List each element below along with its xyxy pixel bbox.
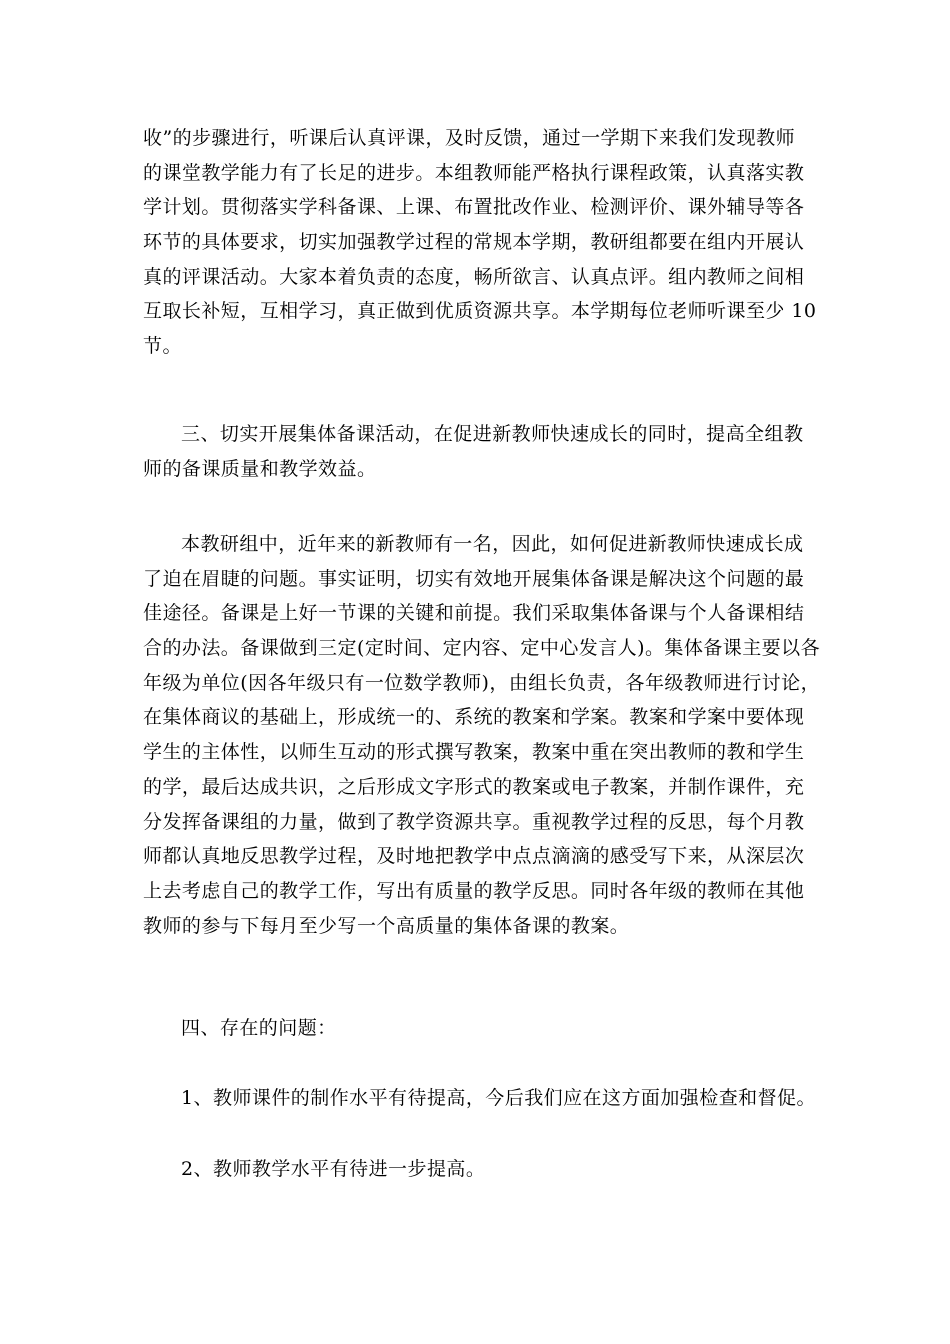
text-line: 节。 bbox=[143, 335, 182, 358]
text-line: 在集体商议的基础上，形成统一的、系统的教案和学案。教案和学案中要体现 bbox=[143, 706, 805, 729]
paragraph-collective-lesson-prep bbox=[143, 527, 820, 943]
text-line: 学计划。贯彻落实学科备课、上课、布置批改作业、检测评价、课外辅导等各 bbox=[143, 196, 805, 219]
text-line: 三、切实开展集体备课活动，在促进新教师快速成长的同时，提高全组教 bbox=[181, 423, 804, 445]
text-line: 真的评课活动。大家本着负责的态度，畅所欲言、认真点评。组内教师之间相 bbox=[143, 265, 805, 288]
text-line: 的学，最后达成共识，之后形成文字形式的教案或电子教案，并制作课件，充 bbox=[143, 775, 805, 798]
text-line: 教师的参与下每月至少写一个高质量的集体备课的教案。 bbox=[143, 914, 630, 937]
text-line: 分发挥备课组的力量，做到了教学资源共享。重视教学过程的反思，每个月教 bbox=[143, 810, 805, 833]
paragraph-lesson-evaluation bbox=[143, 121, 816, 364]
text-line: 上去考虑自己的教学工作，写出有质量的教学反思。同时各年级的教师在其他 bbox=[143, 879, 805, 902]
section-heading-collective-lesson-prep bbox=[143, 417, 803, 486]
text-line: 2、教师教学水平有待进一步提高。 bbox=[181, 1158, 486, 1180]
text-line: 师都认真地反思教学过程，及时地把教学中点点滴滴的感受写下来，从深层次 bbox=[143, 845, 805, 868]
problem-item-2 bbox=[143, 1152, 485, 1187]
text-line: 了迫在眉睫的问题。事实证明，切实有效地开展集体备课是解决这个问题的最 bbox=[143, 567, 805, 590]
text-line: 1、教师课件的制作水平有待提高，今后我们应在这方面加强检查和督促。 bbox=[181, 1087, 816, 1109]
text-line: 年级为单位(因各年级只有一位数学教师)，由组长负责，各年级教师进行讨论， bbox=[143, 671, 821, 694]
text-line: 互取长补短，互相学习，真正做到优质资源共享。本学期每位老师听课至少 10 bbox=[143, 300, 817, 323]
text-line: 四、存在的问题： bbox=[181, 1017, 337, 1039]
text-line: 收”的步骤进行，听课后认真评课，及时反馈，通过一学期下来我们发现教师 bbox=[143, 127, 796, 149]
text-line: 佳途径。备课是上好一节课的关键和前提。我们采取集体备课与个人备课相结 bbox=[143, 602, 805, 625]
text-line: 本教研组中，近年来的新教师有一名，因此，如何促进新教师快速成长成 bbox=[181, 533, 804, 555]
text-line: 学生的主体性，以师生互动的形式撰写教案，教案中重在突出教师的教和学生 bbox=[143, 741, 805, 764]
text-line: 环节的具体要求，切实加强教学过程的常规本学期，教研组都要在组内开展认 bbox=[143, 231, 805, 254]
section-heading-existing-problems bbox=[143, 1011, 337, 1046]
text-line: 合的办法。备课做到三定(定时间、定内容、定中心发言人)。集体备课主要以各 bbox=[143, 637, 821, 660]
problem-item-1 bbox=[143, 1081, 816, 1116]
text-line: 的课堂教学能力有了长足的进步。本组教师能严格执行课程政策，认真落实教 bbox=[143, 161, 805, 184]
text-line: 师的备课质量和教学效益。 bbox=[143, 457, 377, 480]
